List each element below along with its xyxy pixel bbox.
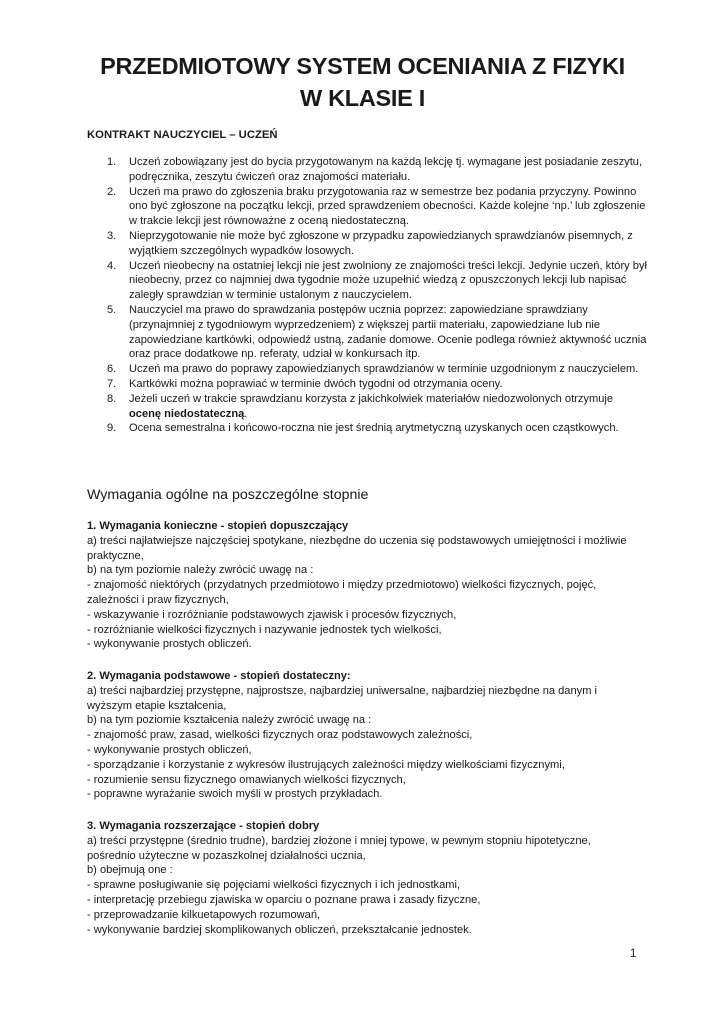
title-line-2: W KLASIE I [300, 85, 425, 111]
requirement-line: a) treści przystępne (średnio trudne), bardziej złożone i mniej typowe, w pewnym stopniu hipotetyczne, pośrednio użyteczne w pozaszkolnej działalności ucznia, [87, 834, 591, 862]
list-item-text: Kartkówki można poprawiać w terminie dwóch tygodni od otrzymania oceny. [129, 377, 503, 390]
requirement-section-1 [87, 519, 642, 652]
list-item-text: Ocena semestralna i końcowo-roczna nie jest średnią arytmetyczną uzyskanych ocen cząstkowych. [129, 422, 619, 435]
list-item-number: 9. [107, 422, 117, 435]
requirement-line: - rozróżnianie wielkości fizycznych i nazywanie jednostek tych wielkości, [87, 623, 442, 636]
list-item [87, 377, 647, 392]
list-item-number: 7. [107, 377, 117, 390]
list-item-text: Nieprzygotowanie nie może być zgłoszone w przypadku zapowiedzianych sprawdzianów pisemnych, z wyjątkiem szczególnych wypadków losowych. [129, 229, 633, 257]
list-item [87, 229, 647, 259]
requirement-line: - przeprowadzanie kilkuetapowych rozumowań, [87, 908, 321, 921]
requirement-section-heading: 1. Wymagania konieczne - stopień dopuszczający [87, 520, 349, 532]
list-item-number: 3. [107, 229, 117, 242]
requirement-section-heading: 3. Wymagania rozszerzające - stopień dobry [87, 820, 320, 832]
list-item-tail: . [244, 407, 248, 420]
requirement-line: - interpretację przebiegu zjawiska w oparciu o poznane prawa i zasady fizyczne, [87, 893, 481, 906]
requirement-section-2 [87, 669, 642, 802]
requirement-line: - wykonywanie prostych obliczeń. [87, 638, 252, 651]
requirement-line: b) na tym poziomie kształcenia należy zwrócić uwagę na : [87, 714, 372, 727]
requirement-line: - znajomość praw, zasad, wielkości fizycznych oraz podstawowych zależności, [87, 729, 473, 742]
requirement-line: a) treści najłatwiejsze najczęściej spotykane, niezbędne do uczenia się podstawowych umiejętności i możliwie praktyczne, [87, 534, 627, 562]
requirement-line: b) na tym poziomie należy zwrócić uwagę na : [87, 564, 314, 577]
page-number: 1 [630, 948, 637, 960]
contract-heading: KONTRAKT NAUCZYCIEL – UCZEŃ [87, 129, 278, 141]
contract-rules-list [87, 155, 647, 436]
requirement-line: - znajomość niektórych (przydatnych przedmiotowo i między przedmiotowo) wielkości fizycznych, pojęć, zależności i praw fizycznych, [87, 579, 597, 606]
list-item-bold-text: ocenę niedostateczną [129, 407, 245, 420]
requirement-line: - wykonywanie prostych obliczeń, [87, 743, 252, 756]
requirement-section-heading: 2. Wymagania podstawowe - stopień dostateczny: [87, 670, 351, 682]
list-item-text: Uczeń ma prawo do poprawy zapowiedzianych sprawdzianów w terminie uzgodnionym z nauczycielem. [129, 363, 639, 376]
list-item-number: 8. [107, 392, 117, 405]
list-item-text: Uczeń ma prawo do zgłoszenia braku przygotowania raz w semestrze bez podania przyczyny. Powinno ono być zgłoszone na początku lekcji, przed sprawdzeniem obecności. Każde kolejne ‘np.’ lub zgłoszenie w trakcie lekcji jest równoważne z oceną niedostateczną. [129, 185, 646, 228]
requirement-line: - wykonywanie bardziej skomplikowanych obliczeń, przekształcanie jednostek. [87, 923, 472, 936]
list-item-number: 5. [107, 303, 117, 316]
requirement-line: - rozumienie sensu fizycznego omawianych wielkości fizycznych, [87, 773, 406, 786]
list-item-text: Jeżeli uczeń w trakcie sprawdzianu korzysta z jakichkolwiek materiałów niedozwolonych otrzymuje [129, 392, 614, 405]
list-item-number: 1. [107, 156, 117, 168]
requirement-line: - sprawne posługiwanie się pojęciami wielkości fizycznych i ich jednostkami, [87, 879, 461, 892]
list-item-number: 2. [107, 185, 117, 198]
list-item-number: 4. [107, 259, 117, 272]
list-item [87, 392, 647, 422]
list-item [87, 185, 647, 229]
page-title [60, 50, 665, 114]
requirement-line: - sporządzanie i korzystanie z wykresów ilustrujących zależności między wielkościami fizycznymi, [87, 758, 565, 771]
requirement-line: b) obejmują one : [87, 864, 173, 877]
requirement-line: - wskazywanie i rozróżnianie podstawowych zjawisk i procesów fizycznych, [87, 608, 457, 621]
list-item [87, 362, 647, 377]
list-item-text: Uczeń nieobecny na ostatniej lekcji nie jest zwolniony ze znajomości treści lekcji. Jedynie uczeń, który był nieobecny, przez co najmniej dwa tygodnie może uzupełnić wiedzą z opuszczonych lekcji lub napisać zaległy sprawdzian w terminie ustalonym z nauczycielem. [129, 259, 647, 302]
title-line-1: PRZEDMIOTOWY SYSTEM OCENIANIA Z FIZYKI [100, 53, 625, 79]
requirement-line: a) treści najbardziej przystępne, najprostsze, najbardziej uniwersalne, najbardziej niezbędne na danym i wyższym etapie kształcenia, [87, 684, 597, 712]
list-item-text: Nauczyciel ma prawo do sprawdzania postępów ucznia poprzez: zapowiedziane sprawdziany (przynajmniej z tygodniowym wyprzedzeniem) z większej partii materiału, zapowiedziane lub nie zapowiedziane kartkówki, odpowiedź ustną, zadanie domowe. Ocenie podlega również aktywność ucznia oraz prace dodatkowe np. referaty, udział w konkursach itp. [129, 303, 647, 361]
list-item-text: Uczeń zobowiązany jest do bycia przygotowanym na każdą lekcję tj. wymagane jest posiadanie zeszytu, podręcznika, zeszytu ćwiczeń oraz znajomości materiału. [129, 156, 643, 183]
list-item [87, 155, 647, 185]
list-item [87, 421, 647, 436]
requirements-heading: Wymagania ogólne na poszczególne stopnie [87, 487, 369, 503]
requirement-line: - poprawne wyrażanie swoich myśli w prostych przykładach. [87, 788, 383, 801]
list-item [87, 303, 647, 362]
list-item [87, 259, 647, 303]
requirement-section-3 [87, 819, 642, 937]
list-item-number: 6. [107, 363, 117, 376]
